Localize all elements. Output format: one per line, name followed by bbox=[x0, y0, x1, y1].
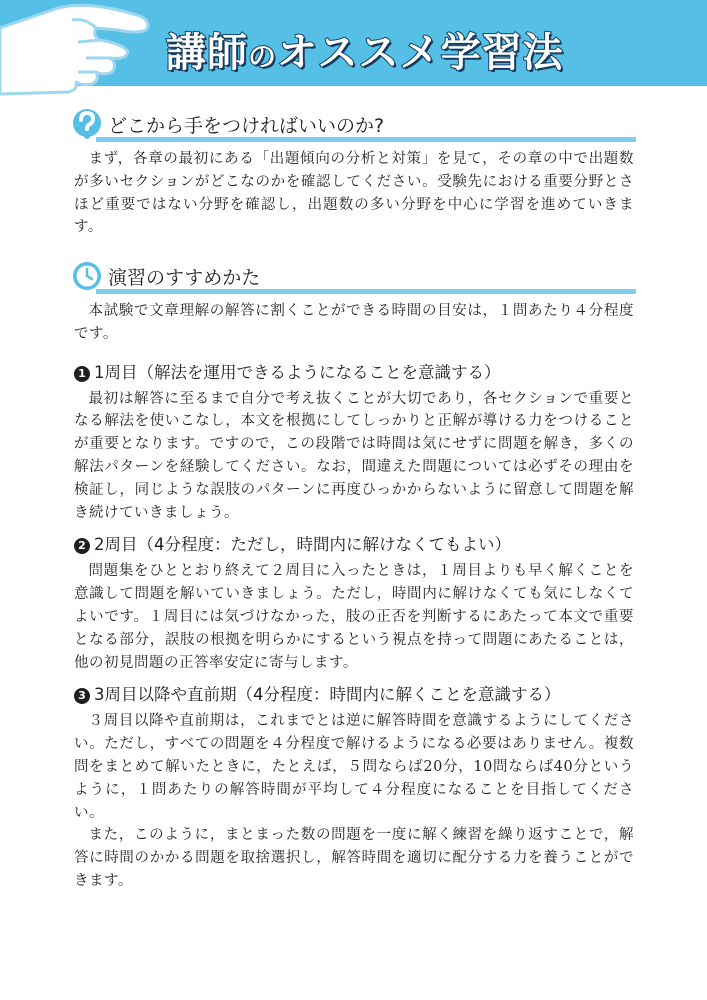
step-number-badge: 3 bbox=[74, 688, 90, 704]
clock-icon bbox=[72, 260, 102, 294]
step-body-continued: また，このように，まとまった数の問題を一度に解く練習を繰り返すことで，解答に時間のかかる問題を取捨選択し，解答時間を適切に配分する力を養うことができます。 bbox=[74, 827, 634, 889]
section-practice-method bbox=[0, 260, 707, 893]
section-heading bbox=[0, 260, 707, 296]
section-title: 演習のすすめかた bbox=[108, 267, 261, 289]
section-title: どこから手をつければいいのか? bbox=[108, 115, 385, 137]
section-where-to-start bbox=[0, 108, 707, 239]
step-heading bbox=[0, 360, 644, 386]
step-number-badge: 1 bbox=[74, 366, 90, 382]
step-body: 最初は解答に至るまで自分で考え抜くことが大切であり，各セクションで重要となる解法を使いこなし，本文を根拠にしてしっかりと正解が導ける力をつけることが重要となります。ですので，この段階では時間は気にせずに問題を解き，多くの解法パターンを経験してください。なお，間違えた問題については必ずその理由を検証し，同じような誤肢のパターンに再度ひっかからないように留意して問題を解き続けていきましょう。 bbox=[74, 390, 634, 521]
step-body: ３周目以降や直前期は，これまでとは逆に解答時間を意識するようにしてください。ただし，すべての問題を４分程度で解けるようになる必要はありません。複数問をまとめて解いたときに，たとえば，５問ならば20分，10問ならば40分というように，１問あたりの解答時間が平均して４分程度になることを目指してください。 bbox=[74, 713, 634, 821]
step-number-badge: 2 bbox=[74, 538, 90, 554]
step-heading-text: 1周目（解法を運用できるようになることを意識する） bbox=[94, 362, 501, 382]
step-heading bbox=[0, 682, 644, 708]
section-body: まず，各章の最初にある「出題傾向の分析と対策」を見て，その章の中で出題数が多いセクションがどこなのかを確認してください。受験先における重要分野とさほど重要ではない分野を確認し，出題数の多い分野を中心に学習を進めていきます。 bbox=[74, 151, 634, 236]
pointing-hand-icon bbox=[0, 0, 160, 98]
step-1 bbox=[0, 360, 707, 525]
title-part1: 講師 bbox=[166, 30, 248, 76]
page-header bbox=[0, 0, 707, 98]
step-body: 問題集をひととおり終えて２周目に入ったときは，１周目よりも早く解くことを意識して問題を解いていきましょう。ただし，時間内に解けなくても気にしなくてよいです。１周目には気づけなかった，肢の正否を判断するにあたって本文で重要となる部分，誤肢の根拠を明らかにするという視点を持って問題にあたることは，他の初見問題の正答率安定に寄与します。 bbox=[74, 563, 634, 671]
step-heading-text: 2周目（4分程度：ただし，時間内に解けなくてもよい） bbox=[94, 535, 511, 555]
step-3 bbox=[0, 682, 707, 892]
step-heading bbox=[0, 532, 644, 558]
title-part2: オススメ学習法 bbox=[277, 30, 564, 76]
section-intro: 本試験で文章理解の解答に割くことができる時間の目安は，１問あたり４分程度です。 bbox=[74, 303, 634, 342]
step-2 bbox=[0, 532, 707, 674]
step-heading-text: 3周目以降や直前期（4分程度：時間内に解くことを意識する） bbox=[94, 685, 561, 705]
page-title bbox=[166, 29, 564, 81]
question-mark-icon bbox=[72, 108, 102, 142]
title-particle: の bbox=[248, 40, 278, 73]
section-heading bbox=[0, 108, 707, 144]
